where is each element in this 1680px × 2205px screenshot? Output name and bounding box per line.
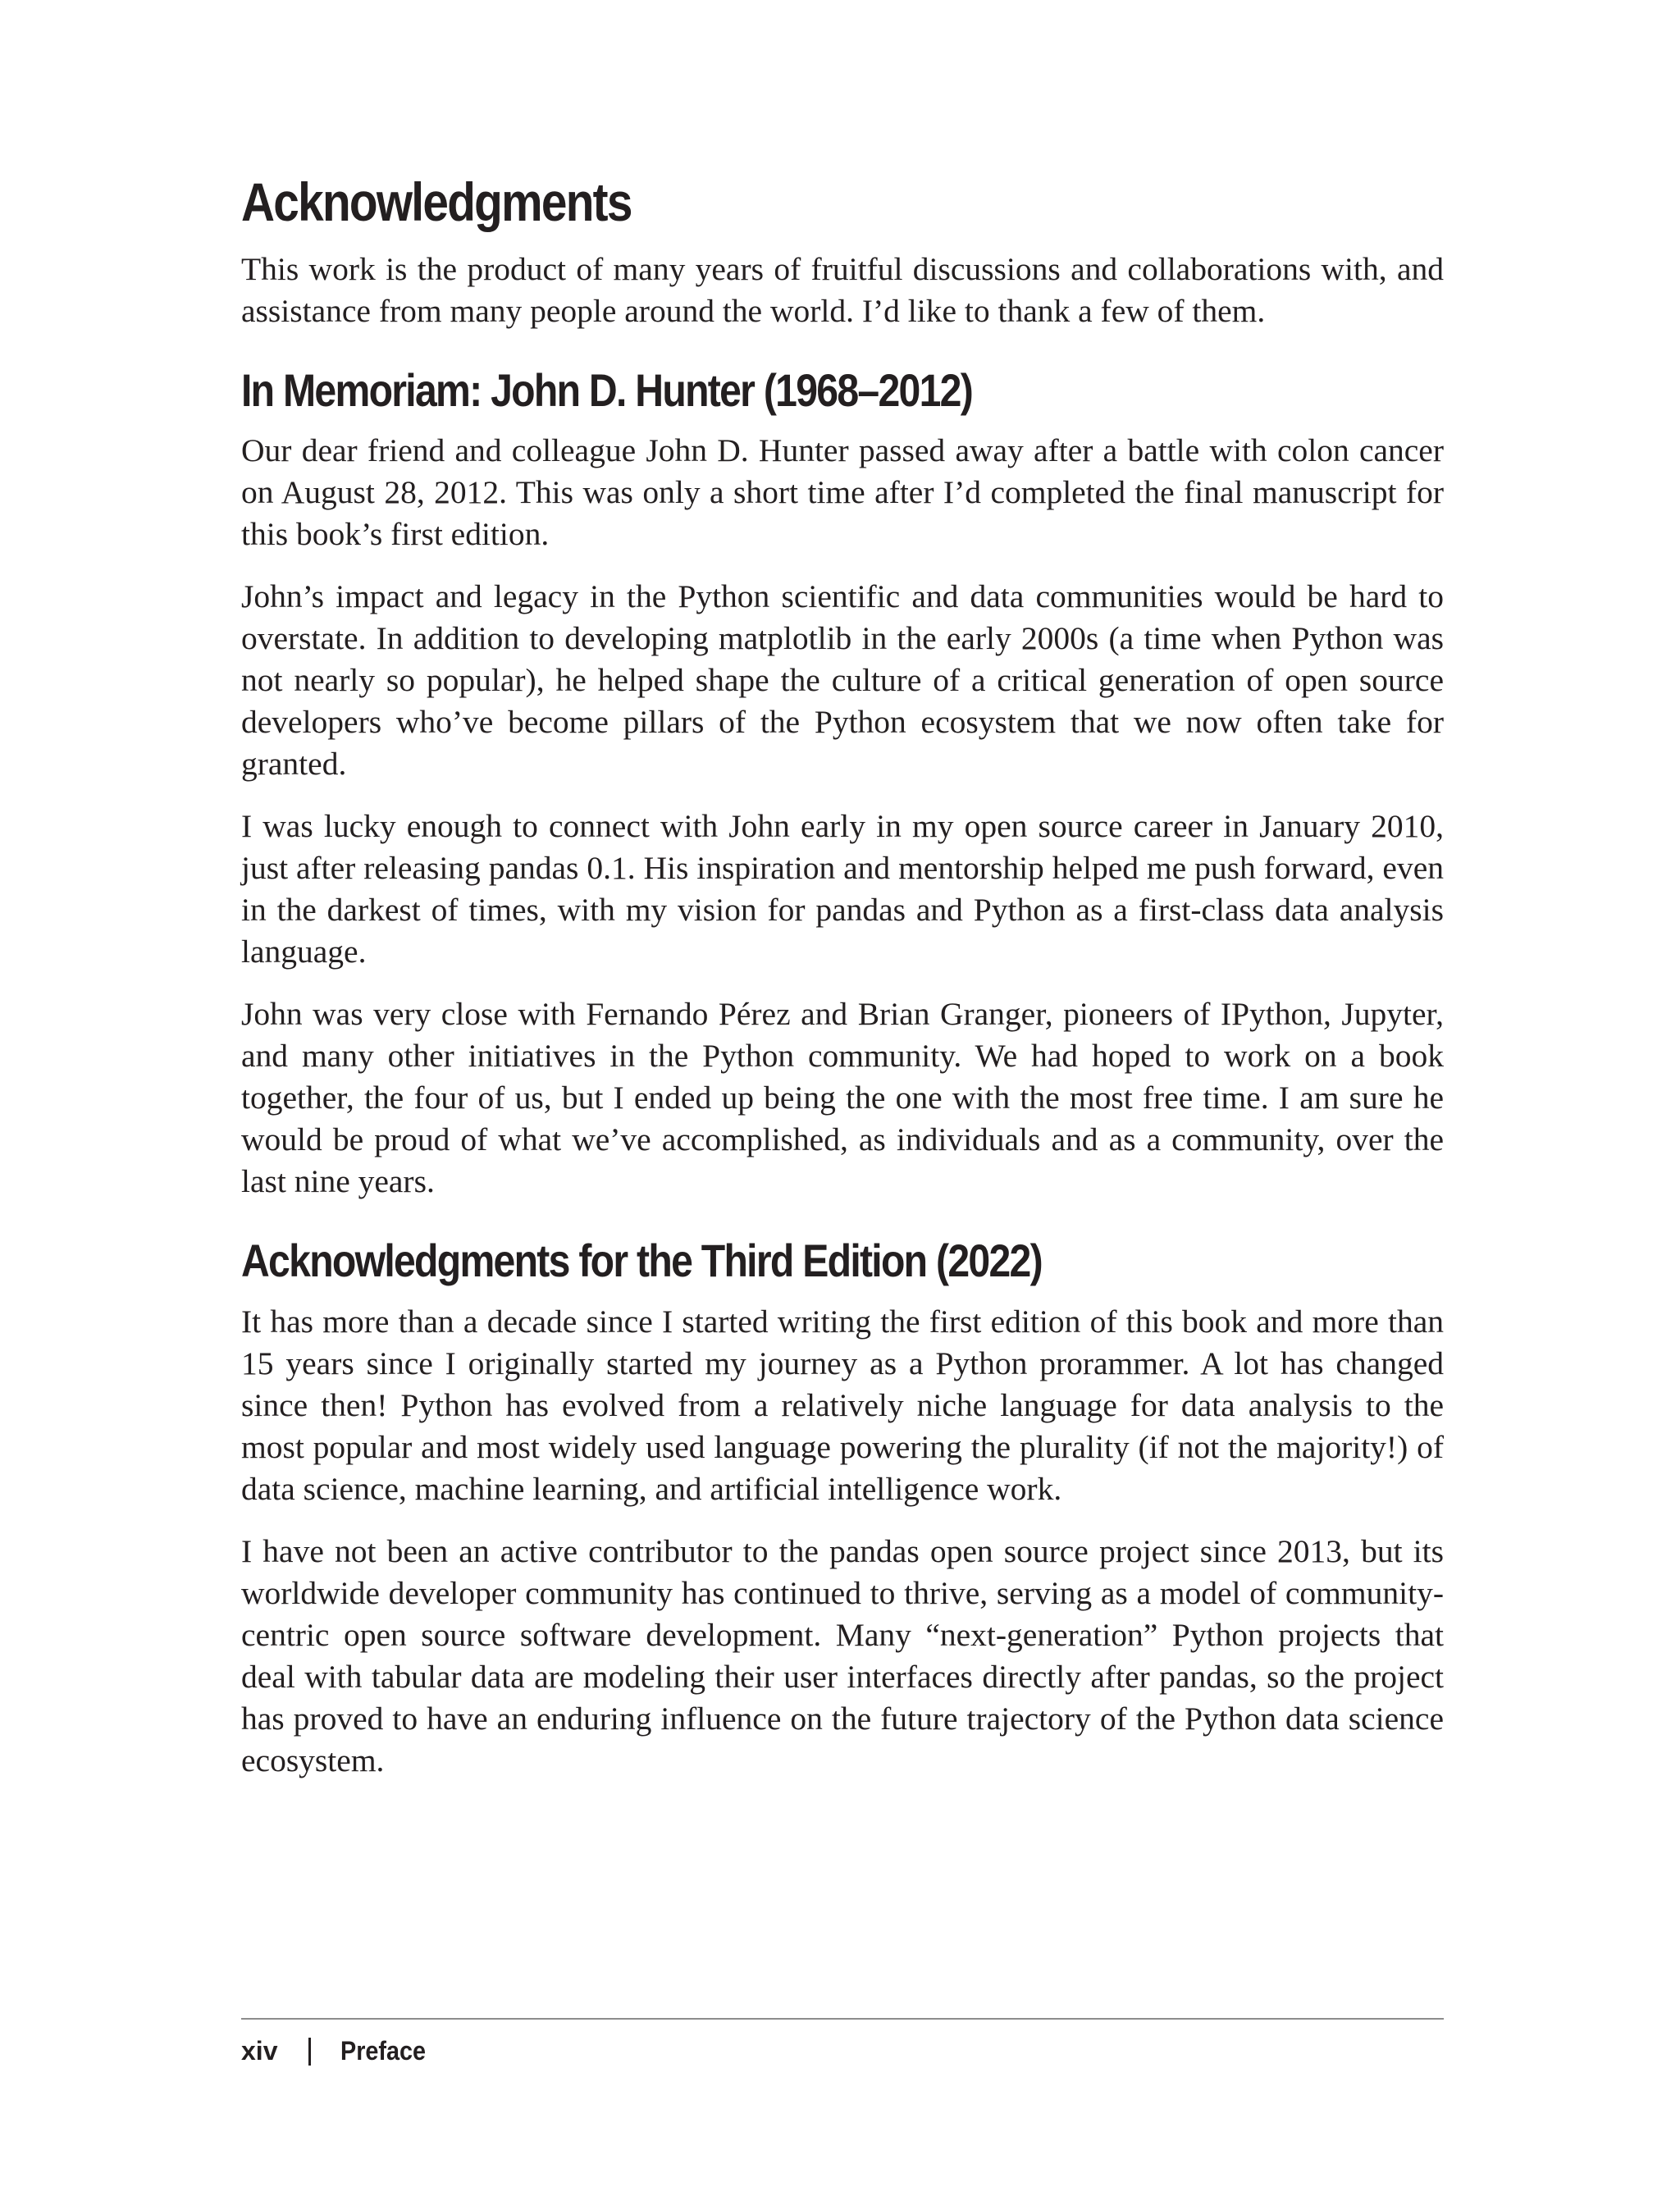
paragraph: Our dear friend and colleague John D. Hunter passed away after a battle with colon cancer on August 28, 2012. This was only a short time after I’d completed the final manuscript for this book’s first edition. bbox=[241, 432, 1444, 553]
intro-paragraph: This work is the product of many years of fruitful discussions and collaborations with, and assistance from many people around the world. I’d like to thank a few of them. bbox=[241, 250, 1444, 329]
page-number: xiv bbox=[241, 2036, 278, 2066]
section-heading-in-memoriam: In Memoriam: John D. Hunter (1968–2012) bbox=[241, 363, 973, 416]
page-footer bbox=[241, 2018, 1444, 2066]
paragraph: I have not been an active contributor to the pandas open source project since 2013, but its worldwide developer community has continued to thrive, serving as a model of community-centric open source software development. Many “next-generation” Python projects that deal with tabular data are modeling their user interfaces directly after pandas, so the project has proved to have an enduring influence on the future trajectory of the Python data science ecosystem. bbox=[241, 1532, 1444, 1778]
paragraph: John was very close with Fernando Pérez and Brian Granger, pioneers of IPython, Jupyter, and many other initiatives in the Python community. We had hoped to work on a book together, the four of us, but I ended up being the one with the most free time. I am sure he would be proud of what we’ve accomplished, as individuals and as a community, over the last nine years. bbox=[241, 996, 1444, 1200]
paragraph: John’s impact and legacy in the Python scientific and data communities would be hard to overstate. In addition to developing matplotlib in the early 2000s (a time when Python was not nearly so popular), he helped shape the culture of a critical generation of open source developers who’ve become pillars of the Python ecosystem that we now often take for granted. bbox=[241, 578, 1444, 783]
footer-separator bbox=[308, 2038, 311, 2066]
section-heading-third-edition: Acknowledgments for the Third Edition (2022) bbox=[241, 1235, 1042, 1287]
chapter-name: Preface bbox=[340, 2036, 427, 2066]
page-title: Acknowledgments bbox=[241, 171, 632, 232]
paragraph: It has more than a decade since I started writing the first edition of this book and more than 15 years since I originally started my journey as a Python prorammer. A lot has changed since then! Python has evolved from a relatively niche language for data analysis to the most popular and most widely used language powering the plurality (if not the majority!) of data science, machine learning, and artificial intelligence work. bbox=[241, 1303, 1444, 1507]
page-content bbox=[241, 172, 1444, 1802]
paragraph: I was lucky enough to connect with John early in my open source career in January 2010, just after releasing pandas 0.1. His inspiration and mentorship helped me push forward, even in the darkest of times, with my vision for pandas and Python as a first-class data analysis language. bbox=[241, 808, 1444, 970]
